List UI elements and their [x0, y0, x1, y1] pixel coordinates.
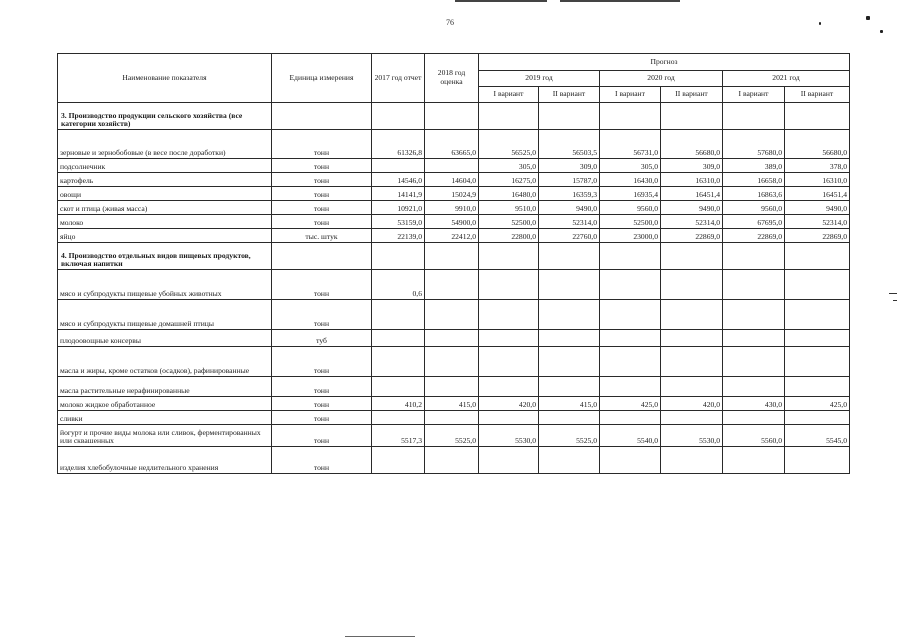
value-cell: 14546,0 — [372, 173, 425, 187]
value-cell — [479, 243, 539, 270]
value-cell: 22869,0 — [661, 229, 723, 243]
value-cell: 9490,0 — [785, 201, 850, 215]
value-cell: 5545,0 — [785, 425, 850, 447]
value-cell — [425, 347, 479, 377]
value-cell — [372, 243, 425, 270]
value-cell: 14604,0 — [425, 173, 479, 187]
value-cell — [425, 300, 479, 330]
row-name: мясо и субпродукты пищевые убойных животных — [58, 270, 272, 300]
scan-mark-top — [455, 0, 547, 2]
value-cell — [539, 377, 600, 397]
value-cell — [479, 270, 539, 300]
header-year-2020: 2020 год — [600, 71, 723, 87]
value-cell — [425, 159, 479, 173]
value-cell: 16310,0 — [785, 173, 850, 187]
value-cell — [479, 330, 539, 347]
value-cell — [539, 330, 600, 347]
row-name: яйцо — [58, 229, 272, 243]
value-cell: 16451,4 — [661, 187, 723, 201]
row-unit — [272, 103, 372, 130]
value-cell — [539, 243, 600, 270]
table-row — [58, 229, 850, 243]
value-cell — [723, 347, 785, 377]
value-cell: 430,0 — [723, 397, 785, 411]
row-name: овощи — [58, 187, 272, 201]
value-cell — [539, 447, 600, 474]
header-2018: 2018 год оценка — [425, 54, 479, 103]
row-unit: тонн — [272, 425, 372, 447]
value-cell: 10921,0 — [372, 201, 425, 215]
value-cell: 23000,0 — [600, 229, 661, 243]
value-cell — [600, 377, 661, 397]
row-unit: тонн — [272, 215, 372, 229]
header-variant: I вариант — [600, 87, 661, 103]
value-cell: 22800,0 — [479, 229, 539, 243]
value-cell: 5530,0 — [479, 425, 539, 447]
value-cell — [723, 270, 785, 300]
value-cell: 56731,0 — [600, 130, 661, 159]
value-cell: 52314,0 — [661, 215, 723, 229]
value-cell: 52314,0 — [539, 215, 600, 229]
value-cell: 14141,9 — [372, 187, 425, 201]
value-cell: 389,0 — [723, 159, 785, 173]
value-cell: 56680,0 — [661, 130, 723, 159]
value-cell — [661, 411, 723, 425]
value-cell — [600, 270, 661, 300]
value-cell — [661, 347, 723, 377]
value-cell: 56503,5 — [539, 130, 600, 159]
value-cell: 410,2 — [372, 397, 425, 411]
table-row — [58, 130, 850, 159]
value-cell — [723, 103, 785, 130]
value-cell: 56525,0 — [479, 130, 539, 159]
value-cell — [661, 377, 723, 397]
value-cell — [723, 411, 785, 425]
value-cell: 56680,0 — [785, 130, 850, 159]
row-name: мясо и субпродукты пищевые домашней птицы — [58, 300, 272, 330]
scan-dot — [866, 16, 870, 20]
table-row — [58, 215, 850, 229]
value-cell: 9490,0 — [539, 201, 600, 215]
value-cell: 415,0 — [425, 397, 479, 411]
header-variant: I вариант — [723, 87, 785, 103]
section-title: 4. Производство отдельных видов пищевых продуктов, включая напитки — [58, 243, 272, 270]
scan-dot — [819, 22, 821, 25]
value-cell: 16658,0 — [723, 173, 785, 187]
table-row — [58, 347, 850, 377]
row-name: скот и птица (живая масса) — [58, 201, 272, 215]
value-cell: 9910,0 — [425, 201, 479, 215]
value-cell: 22869,0 — [785, 229, 850, 243]
value-cell: 5517,3 — [372, 425, 425, 447]
value-cell: 9560,0 — [600, 201, 661, 215]
value-cell: 305,0 — [600, 159, 661, 173]
value-cell — [372, 330, 425, 347]
row-unit: тонн — [272, 377, 372, 397]
value-cell — [539, 270, 600, 300]
value-cell — [661, 330, 723, 347]
row-name: изделия хлебобулочные недлительного хранения — [58, 447, 272, 474]
value-cell: 54900,0 — [425, 215, 479, 229]
row-name: масла растительные нерафинированные — [58, 377, 272, 397]
row-unit — [272, 243, 372, 270]
table-row — [58, 397, 850, 411]
value-cell: 52500,0 — [479, 215, 539, 229]
value-cell — [372, 347, 425, 377]
value-cell — [785, 300, 850, 330]
row-unit: тонн — [272, 270, 372, 300]
value-cell: 15787,0 — [539, 173, 600, 187]
row-name: йогурт и прочие виды молока или сливок, ферментированных или сквашенных — [58, 425, 272, 447]
row-unit: тонн — [272, 397, 372, 411]
value-cell: 61326,8 — [372, 130, 425, 159]
row-unit: тонн — [272, 173, 372, 187]
value-cell: 5560,0 — [723, 425, 785, 447]
value-cell — [723, 447, 785, 474]
value-cell: 5540,0 — [600, 425, 661, 447]
header-variant: II вариант — [661, 87, 723, 103]
value-cell: 16863,6 — [723, 187, 785, 201]
scan-dash — [889, 293, 897, 294]
value-cell — [539, 103, 600, 130]
value-cell — [785, 347, 850, 377]
table-row — [58, 187, 850, 201]
page-number: 76 — [446, 18, 454, 27]
value-cell — [372, 300, 425, 330]
row-unit: тонн — [272, 300, 372, 330]
value-cell — [661, 103, 723, 130]
value-cell — [600, 300, 661, 330]
row-unit: тонн — [272, 347, 372, 377]
value-cell: 5530,0 — [661, 425, 723, 447]
table-row — [58, 447, 850, 474]
row-unit: тыс. штук — [272, 229, 372, 243]
value-cell — [425, 330, 479, 347]
value-cell — [600, 447, 661, 474]
value-cell — [479, 300, 539, 330]
value-cell: 420,0 — [479, 397, 539, 411]
value-cell: 16359,3 — [539, 187, 600, 201]
value-cell — [425, 103, 479, 130]
row-unit: тонн — [272, 201, 372, 215]
value-cell: 5525,0 — [425, 425, 479, 447]
value-cell — [479, 347, 539, 377]
value-cell — [785, 411, 850, 425]
value-cell — [600, 243, 661, 270]
value-cell: 22869,0 — [723, 229, 785, 243]
value-cell — [723, 377, 785, 397]
value-cell — [372, 103, 425, 130]
value-cell: 16310,0 — [661, 173, 723, 187]
value-cell: 67695,0 — [723, 215, 785, 229]
value-cell — [372, 411, 425, 425]
row-unit: тонн — [272, 159, 372, 173]
value-cell — [661, 243, 723, 270]
value-cell — [425, 447, 479, 474]
value-cell: 16480,0 — [479, 187, 539, 201]
row-unit: тонн — [272, 130, 372, 159]
row-name: подсолнечник — [58, 159, 272, 173]
value-cell — [600, 347, 661, 377]
header-variant: II вариант — [785, 87, 850, 103]
table-row — [58, 377, 850, 397]
value-cell: 425,0 — [785, 397, 850, 411]
value-cell — [723, 300, 785, 330]
value-cell: 378,0 — [785, 159, 850, 173]
value-cell — [661, 300, 723, 330]
section-row — [58, 243, 850, 270]
scan-dash — [893, 300, 897, 301]
value-cell — [723, 330, 785, 347]
value-cell — [600, 411, 661, 425]
value-cell: 0,6 — [372, 270, 425, 300]
row-name: масла и жиры, кроме остатков (осадков), рафинированные — [58, 347, 272, 377]
value-cell: 22760,0 — [539, 229, 600, 243]
value-cell: 305,0 — [479, 159, 539, 173]
value-cell: 52500,0 — [600, 215, 661, 229]
value-cell: 425,0 — [600, 397, 661, 411]
header-forecast: Прогноз — [479, 54, 850, 71]
value-cell: 309,0 — [539, 159, 600, 173]
value-cell: 16451,4 — [785, 187, 850, 201]
value-cell: 52314,0 — [785, 215, 850, 229]
row-unit: тонн — [272, 411, 372, 425]
table-body — [58, 103, 850, 474]
table-row — [58, 425, 850, 447]
header-variant: II вариант — [539, 87, 600, 103]
value-cell — [785, 330, 850, 347]
value-cell: 16275,0 — [479, 173, 539, 187]
value-cell: 420,0 — [661, 397, 723, 411]
value-cell — [661, 270, 723, 300]
row-unit: тонн — [272, 447, 372, 474]
row-name: молоко жидкое обработанное — [58, 397, 272, 411]
row-unit: тонн — [272, 187, 372, 201]
value-cell: 5525,0 — [539, 425, 600, 447]
header-unit: Единица измерения — [272, 54, 372, 103]
header-variant: I вариант — [479, 87, 539, 103]
value-cell — [785, 377, 850, 397]
value-cell: 9510,0 — [479, 201, 539, 215]
forecast-table — [57, 53, 850, 474]
value-cell — [479, 447, 539, 474]
value-cell — [785, 447, 850, 474]
table-row — [58, 330, 850, 347]
value-cell — [539, 347, 600, 377]
value-cell — [372, 447, 425, 474]
row-name: картофель — [58, 173, 272, 187]
row-name: плодоовощные консервы — [58, 330, 272, 347]
value-cell — [785, 243, 850, 270]
value-cell: 9490,0 — [661, 201, 723, 215]
value-cell — [539, 300, 600, 330]
value-cell — [661, 447, 723, 474]
value-cell — [479, 411, 539, 425]
table-row — [58, 300, 850, 330]
row-unit: туб — [272, 330, 372, 347]
value-cell — [723, 243, 785, 270]
value-cell: 9560,0 — [723, 201, 785, 215]
value-cell — [425, 270, 479, 300]
value-cell — [479, 103, 539, 130]
header-row-forecast — [58, 54, 850, 71]
value-cell: 57680,0 — [723, 130, 785, 159]
table-row — [58, 159, 850, 173]
value-cell — [425, 377, 479, 397]
scan-mark-top — [560, 0, 680, 2]
header-year-2021: 2021 год — [723, 71, 850, 87]
value-cell — [539, 411, 600, 425]
row-name: сливки — [58, 411, 272, 425]
header-year-2019: 2019 год — [479, 71, 600, 87]
table-row — [58, 173, 850, 187]
value-cell — [372, 159, 425, 173]
scan-dot — [880, 30, 883, 33]
table-row — [58, 411, 850, 425]
value-cell — [479, 377, 539, 397]
value-cell: 16430,0 — [600, 173, 661, 187]
value-cell — [785, 270, 850, 300]
value-cell: 63665,0 — [425, 130, 479, 159]
value-cell — [600, 103, 661, 130]
value-cell: 22139,0 — [372, 229, 425, 243]
value-cell — [425, 243, 479, 270]
value-cell: 53159,0 — [372, 215, 425, 229]
table-row — [58, 201, 850, 215]
value-cell: 16935,4 — [600, 187, 661, 201]
scan-mark-bottom — [345, 636, 415, 637]
value-cell: 415,0 — [539, 397, 600, 411]
header-name: Наименование показателя — [58, 54, 272, 103]
row-name: зерновые и зернобобовые (в весе после доработки) — [58, 130, 272, 159]
section-title: 3. Производство продукции сельского хозяйства (все категории хозяйств) — [58, 103, 272, 130]
section-row — [58, 103, 850, 130]
header-2017: 2017 год отчет — [372, 54, 425, 103]
value-cell — [600, 330, 661, 347]
value-cell — [785, 103, 850, 130]
table-row — [58, 270, 850, 300]
value-cell: 309,0 — [661, 159, 723, 173]
value-cell: 22412,0 — [425, 229, 479, 243]
value-cell — [425, 411, 479, 425]
value-cell — [372, 377, 425, 397]
row-name: молоко — [58, 215, 272, 229]
value-cell: 15024,9 — [425, 187, 479, 201]
